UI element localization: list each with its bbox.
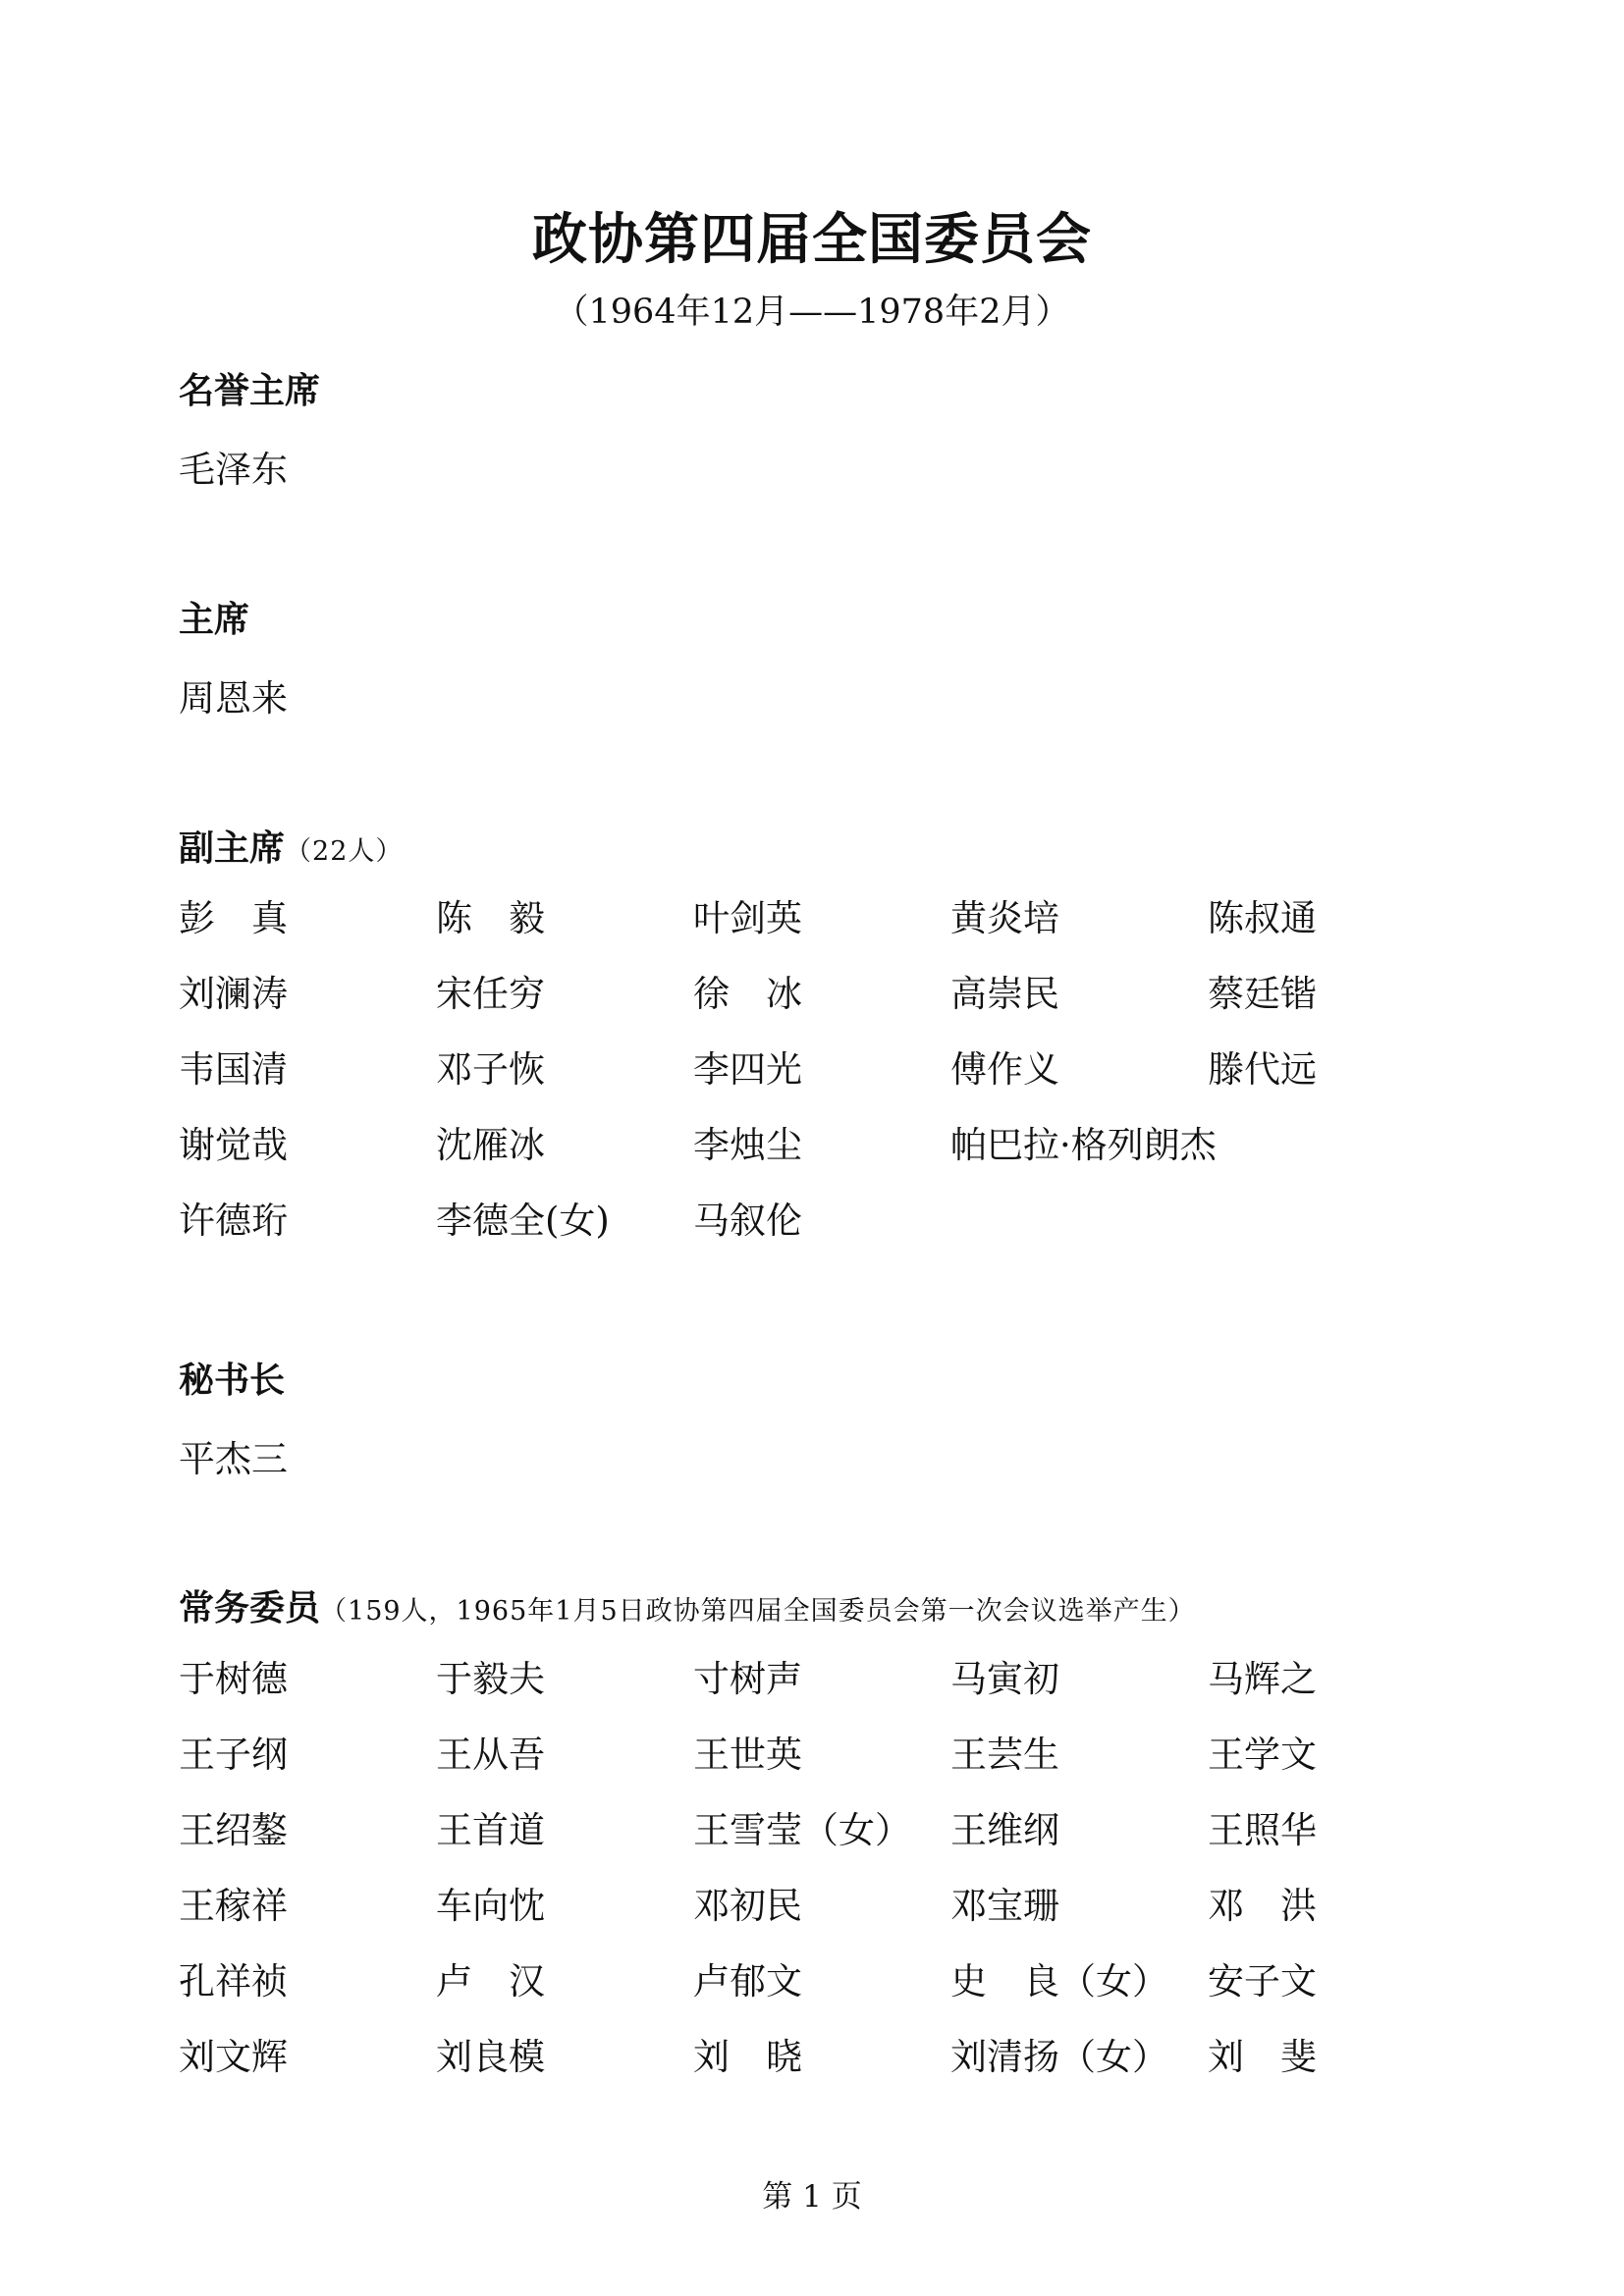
vice-chairman-name: 许德珩 xyxy=(179,1200,288,1242)
vice-chairman-name: 彭 真 xyxy=(179,897,288,939)
standing-member-name: 车向忱 xyxy=(436,1885,545,1927)
standing-member-name: 安子文 xyxy=(1208,1960,1317,2002)
standing-member-name: 卢郁文 xyxy=(693,1960,802,2002)
standing-member-name: 王维纲 xyxy=(950,1809,1059,1851)
heading-standing-members xyxy=(179,1580,1196,1630)
vice-chairman-name: 傅作义 xyxy=(950,1048,1059,1091)
vice-chairman-name: 蔡廷锴 xyxy=(1208,973,1317,1015)
standing-member-name: 于毅夫 xyxy=(436,1658,545,1700)
standing-member-name: 邓初民 xyxy=(693,1885,802,1927)
standing-member-name: 马寅初 xyxy=(950,1658,1059,1700)
vice-chairman-name: 滕代远 xyxy=(1208,1048,1317,1091)
vice-chairman-name xyxy=(950,1198,1208,1273)
vice-chairman-name: 沈雁冰 xyxy=(436,1124,545,1166)
vice-chairman-name: 李烛尘 xyxy=(693,1124,802,1166)
vice-chairman-name: 谢觉哉 xyxy=(179,1124,288,1166)
heading-chairman: 主席 xyxy=(179,600,250,640)
vice-chairman-name: 宋任穷 xyxy=(436,973,545,1015)
vice-chairman-name: 陈 毅 xyxy=(436,897,545,939)
vice-chairmen-heading-text: 副主席 xyxy=(179,828,286,869)
standing-member-name: 王子纲 xyxy=(179,1734,288,1776)
standing-member-name: 刘文辉 xyxy=(179,2036,288,2078)
vice-chairman-name: 徐 冰 xyxy=(693,973,802,1015)
vice-chairman-name: 李四光 xyxy=(693,1048,802,1091)
vice-chairman-name: 韦国清 xyxy=(179,1048,288,1091)
standing-member-name: 王学文 xyxy=(1208,1734,1317,1776)
standing-member-name: 王首道 xyxy=(436,1809,545,1851)
standing-members-list xyxy=(179,1656,1455,2109)
honorary-chairman-name: 毛泽东 xyxy=(179,449,288,491)
standing-member-name: 刘 斐 xyxy=(1208,2036,1317,2078)
vice-chairman-name: 黄炎培 xyxy=(950,897,1059,939)
page-title: 政协第四届全国委员会 xyxy=(532,208,1092,272)
standing-member-name: 于树德 xyxy=(179,1658,288,1700)
vice-chairman-name xyxy=(1208,1122,1465,1198)
date-range: （1964年12月——1978年2月） xyxy=(554,293,1070,332)
standing-member-name: 王绍鏊 xyxy=(179,1809,288,1851)
vice-chairman-name: 叶剑英 xyxy=(693,897,802,939)
standing-member-name: 刘 晓 xyxy=(693,2036,802,2078)
vice-chairman-name: 邓子恢 xyxy=(436,1048,545,1091)
heading-vice-chairmen xyxy=(179,821,403,871)
standing-member-name: 王照华 xyxy=(1208,1809,1317,1851)
standing-member-name: 史 良（女） xyxy=(950,1960,1168,2002)
standing-member-name: 邓 洪 xyxy=(1208,1885,1317,1927)
standing-members-heading-text: 常务委员 xyxy=(179,1588,321,1629)
vice-chairman-name: 马叙伦 xyxy=(693,1200,802,1242)
standing-member-name: 王从吾 xyxy=(436,1734,545,1776)
vice-chairmen-count: （22人） xyxy=(285,836,404,867)
standing-member-name: 刘清扬（女） xyxy=(950,2036,1168,2078)
standing-member-name: 王芸生 xyxy=(950,1734,1059,1776)
standing-member-name: 王雪莹（女） xyxy=(693,1809,911,1851)
standing-member-name: 邓宝珊 xyxy=(950,1885,1059,1927)
heading-honorary-chairman: 名誉主席 xyxy=(179,371,321,411)
standing-member-name: 马辉之 xyxy=(1208,1658,1317,1700)
standing-member-name: 刘良模 xyxy=(436,2036,545,2078)
secretary-general-name: 平杰三 xyxy=(179,1438,288,1480)
standing-member-name: 寸树声 xyxy=(693,1658,802,1700)
standing-member-name: 卢 汉 xyxy=(436,1960,545,2002)
heading-secretary-general: 秘书长 xyxy=(179,1361,286,1401)
chairman-name: 周恩来 xyxy=(179,677,288,720)
page-number: 第 1 页 xyxy=(762,2179,862,2215)
standing-member-name: 王世英 xyxy=(693,1734,802,1776)
vice-chairman-name: 李德全(女) xyxy=(436,1200,610,1242)
vice-chairman-name: 刘澜涛 xyxy=(179,973,288,1015)
vice-chairman-name: 陈叔通 xyxy=(1208,897,1317,939)
vice-chairman-name: 高崇民 xyxy=(950,973,1059,1015)
standing-members-note: （159人，1965年1月5日政协第四届全国委员会第一次会议选举产生） xyxy=(320,1596,1196,1627)
vice-chairman-name xyxy=(1208,1198,1465,1273)
standing-member-name: 孔祥祯 xyxy=(179,1960,288,2002)
vice-chairmen-list xyxy=(179,895,1455,1273)
standing-member-name: 王稼祥 xyxy=(179,1885,288,1927)
vice-chairman-name: 帕巴拉·格列朗杰 xyxy=(950,1124,1217,1166)
